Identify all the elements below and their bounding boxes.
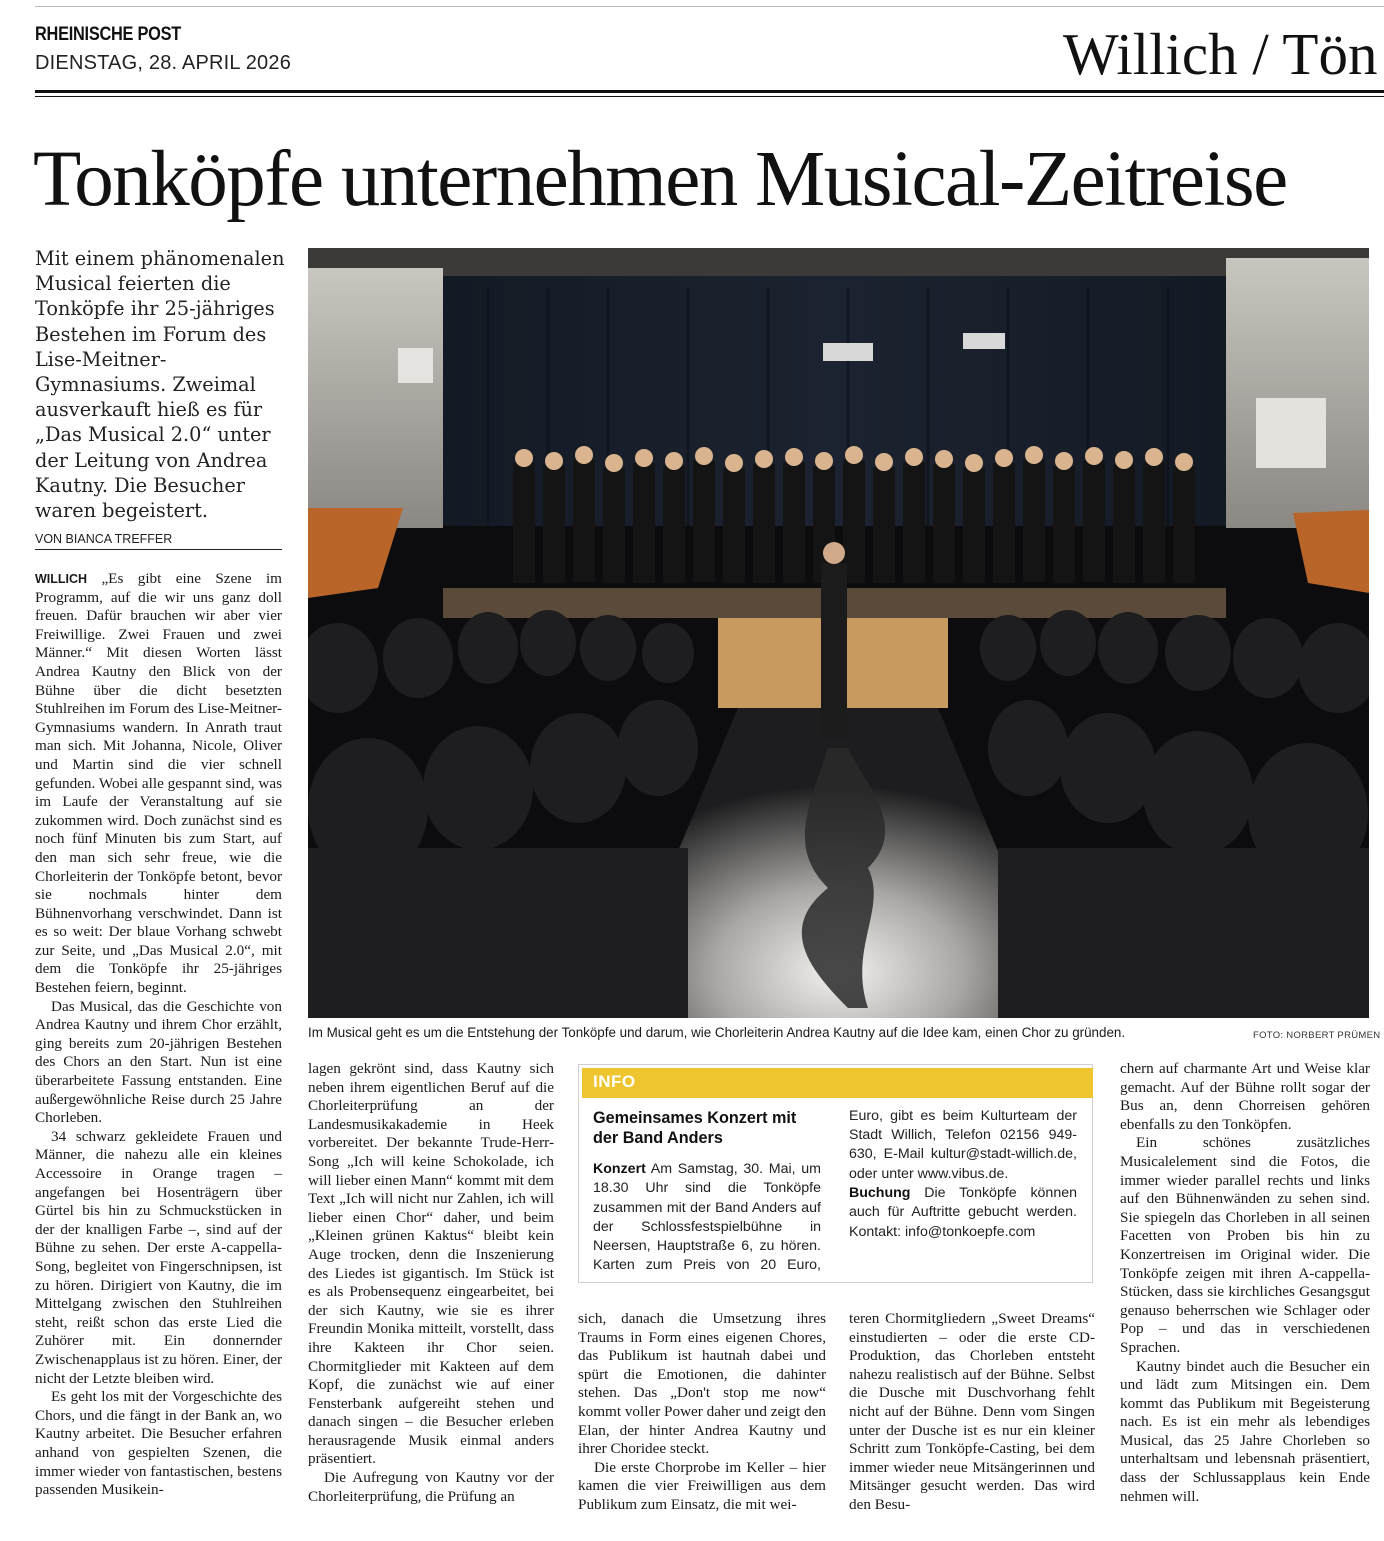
- article-lead: [35, 246, 285, 523]
- masthead-rule: [35, 90, 1384, 93]
- paragraph: Die erste Chorprobe im Keller – hier kamen die vier Freiwilligen aus dem Publikum zum Einsatz, die mit wei-: [578, 1458, 826, 1513]
- article-column-1: [35, 570, 282, 1500]
- info-konzert-text-continued: Euro, gibt es beim Kulturteam der Stadt Willich, Telefon 02156 949-630, E-Mail kultur@stadt-willich.de, oder unter www.vibus.de.: [849, 1107, 1077, 1182]
- info-body: [593, 1160, 821, 1275]
- issue-date: DIENSTAG, 28. APRIL 2026: [35, 52, 292, 74]
- paragraph: Ein schönes zusätzliches Musicalelement sind die Fotos, die immer wieder parallel rechts und links auf den Bühnenwänden zu sehen sind. Sie spiegeln das Chorleben in all seinen Facetten von Proben bis hin zu Konzertreisen im Original wider. Die Tonköpfe zeigen mit ihren A-cappella-Stücken, dass sie kirchliches Gesangsgut genauso beherrschen wie Schlager oder Pop – und das in verschiedenen Sprachen.: [1120, 1134, 1370, 1356]
- newspaper-name: RHEINISCHE POST: [35, 24, 181, 45]
- photo-credit: FOTO: NORBERT PRÜMEN: [1253, 1030, 1381, 1041]
- info-konzert-label: Konzert: [593, 1161, 646, 1177]
- paragraph: Kautny bindet auch die Besucher ein und lädt zum Mitsingen ein. Dem kommt das Publikum mit Begeisterung nach. Es ist ein mehr als lebendiges Musical, das 25 Jahre Chorleben so unterhaltsam und lebensnah präsentiert, dass der Schlussapplaus kein Ende nehmen will.: [1120, 1357, 1370, 1505]
- paragraph: sich, danach die Umsetzung ihres Traums in Form eines eigenen Chores, das Publikum ist hautnah dabei und spürt die Emotionen, die dahinter stehen. Das „Don't stop me now“ kommt voller Power daher und zeigt den Elan, der hinter Andrea Kautny und ihrer Choridee steckt.: [578, 1310, 826, 1458]
- photo-caption: Im Musical geht es um die Entstehung der Tonköpfe und darum, wie Chorleiterin Andrea Kautny auf die Idee kam, einen Chor zu gründen.: [308, 1025, 1126, 1040]
- top-rule: [35, 6, 1384, 7]
- dateline: WILLICH: [35, 572, 88, 586]
- info-label: INFO: [593, 1072, 636, 1091]
- article-photo: [308, 248, 1369, 1018]
- paragraph: chern auf charmante Art und Weise klar gemacht. Auf der Bühne rollt sogar der Bus an, denn Chorreisen gehören ebenfalls zu den Tonköpfen.: [1120, 1060, 1370, 1133]
- masthead-rule-thin: [35, 96, 1384, 97]
- article-headline: Tonköpfe unternehmen Musical-Zeitreise: [33, 136, 1287, 223]
- article-column-2: [308, 1060, 554, 1506]
- article-column-3: [578, 1310, 826, 1515]
- info-buchung-label: Buchung: [849, 1184, 911, 1201]
- info-box-label-bar: [582, 1068, 1093, 1098]
- article-column-4: [849, 1310, 1095, 1515]
- paragraph: 34 schwarz gekleidete Frauen und Männer, die nahezu alle ein kleines Accessoire in Orange tragen – angefangen bei Hosenträgern über Gürtel bis hin zu Schmuckstücken in der der knalligen Farbe –, sind auf der Bühne zu sehen. Der erste A-cappella-Song, begleitet von Fingerschnipsen, ist zu hören. Dirigiert von Kautny, die im Mittelgang zwischen den Stuhlreihen steht, reißt schon das erste Lied die Zuhörer mit. Ein donnernder Zwischenapplaus ist zu hören. Einer, der nicht der Letzte bleiben wird.: [35, 1127, 282, 1387]
- info-body-continued: [849, 1106, 1077, 1278]
- paragraph: teren Chormitgliedern „Sweet Dreams“ einstudierten – oder die erste CD-Produktion, das Chorleben entsteht nahezu realistisch auf der Bühne. Selbst die Dusche mit Duschvorhang fehlt nicht auf der Bühne. Denn vom Singen unter der Dusche ist es nur ein kleiner Schritt zum Tonköpfe-Casting, bei dem immer wieder neue Mitsängerinnen und Mitsänger gesucht werden. Das wird den Besu-: [849, 1310, 1095, 1513]
- info-heading: Gemeinsames Konzert mit der Band Anders: [593, 1109, 797, 1147]
- lead-text: Mit einem phänomenalen Musical feierten die Tonköpfe ihr 25-jähriges Bestehen im Forum des Lise-Meitner-Gymnasiums. Zweimal ausverkauft hieß es für „Das Musical 2.0“ unter der Leitung von Andrea Kautny. Die Besucher waren begeistert.: [35, 247, 285, 523]
- article-column-5: [1120, 1060, 1370, 1506]
- section-title: Willich / Tön: [1063, 21, 1378, 87]
- paragraph: Es geht los mit der Vorgeschichte des Chors, und die fängt in der Bank an, wo Kautny arbeitet. Die Besucher erfahren anhand von gespielten Szenen, die immer wieder von fantastischen, bestens passenden Musikein-: [35, 1388, 282, 1499]
- paragraph-text: „Es gibt eine Szene im Programm, auf die wir uns ganz doll freuen. Dafür brauchen wir aber vier Freiwillige. Zwei Frauen und zwei Männer.“ Mit diesen Worten lässt Andrea Kautny den Blick von der Bühne über die dicht besetzten Stuhlreihen im Forum des Lise-Meitner-Gymnasiums wandern. In Anrath traut man sich. Mit Johanna, Nicole, Oliver und Martin sind die vier schnell gefunden. Wobei alle gespannt sind, was im Laufe der Veranstaltung auf sie zukommen wird. Doch zunächst sind es noch fünf Minuten bis zum Start, auf den man sich sehr freue, wie die Chorleiterin der Tonköpfe betont, bevor sie nochmals hinter dem Bühnenvorhang verschwindet. Dann ist es so weit: Der blaue Vorhang schwebt zur Seite, und „Das Musical 2.0“, mit dem die Tonköpfe ihr 25-jähriges Bestehen feiern, beginnt.: [35, 570, 282, 997]
- concert-photo-illustration: [308, 248, 1369, 1018]
- paragraph: [35, 570, 282, 998]
- paragraph: Das Musical, das die Geschichte von Andrea Kautny und ihrem Chor erzählt, ging bereits zum 20-jährigen Bestehen des Chors an den Start. Nun ist eine überarbeitete Fassung entstanden. Eine außergewöhnliche Reise durch 25 Jahre Chorleben.: [35, 997, 282, 1127]
- info-buchung-text: Die Tonköpfe können auch für Auftritte gebucht werden. Kontakt: info@tonkoepfe.com: [849, 1184, 1077, 1240]
- info-konzert-text: Am Samstag, 30. Mai, um 18.30 Uhr sind die Tonköpfe zusammen mit der Band Anders auf der Schlossfestspielbühne in Neersen, Hauptstraße 6, zu hören. Karten zum Preis von 20 Euro,: [593, 1161, 821, 1274]
- paragraph: Die Aufregung von Kautny vor der Chorleiterprüfung, die Prüfung an: [308, 1469, 554, 1505]
- paragraph: lagen gekrönt sind, dass Kautny sich neben ihrem eigentlichen Beruf auf die Chorleiterprüfung an der Landesmusikakademie in Heek vorbereitet. Der bekannte Trude-Herr-Song „Ich will keine Schokolade, ich will lieber einen Mann“ kommt mit dem Text „Ich will nicht nur Zahlen, ich will lieber einen Chor“ daher, und beim „Kleinen grünen Kaktus“ bleibt kein Auge trocken, denn die Inszenierung des Liedes ist gigantisch. Im Stück ist es als Probensequenz eingearbeitet, bei der sich Kautny, wie sie es ihrer Freundin Monika mitteilt, vorstellt, dass ihre Kakteen ihr Chor seien. Chormitglieder mit Kakteen auf dem Kopf, die zunächst wie auf einer Fensterbank aufgereiht stehen und danach singen – die Besucher erleben herausragende Musik einmal anders präsentiert.: [308, 1060, 554, 1468]
- byline: VON BIANCA TREFFER: [35, 532, 282, 550]
